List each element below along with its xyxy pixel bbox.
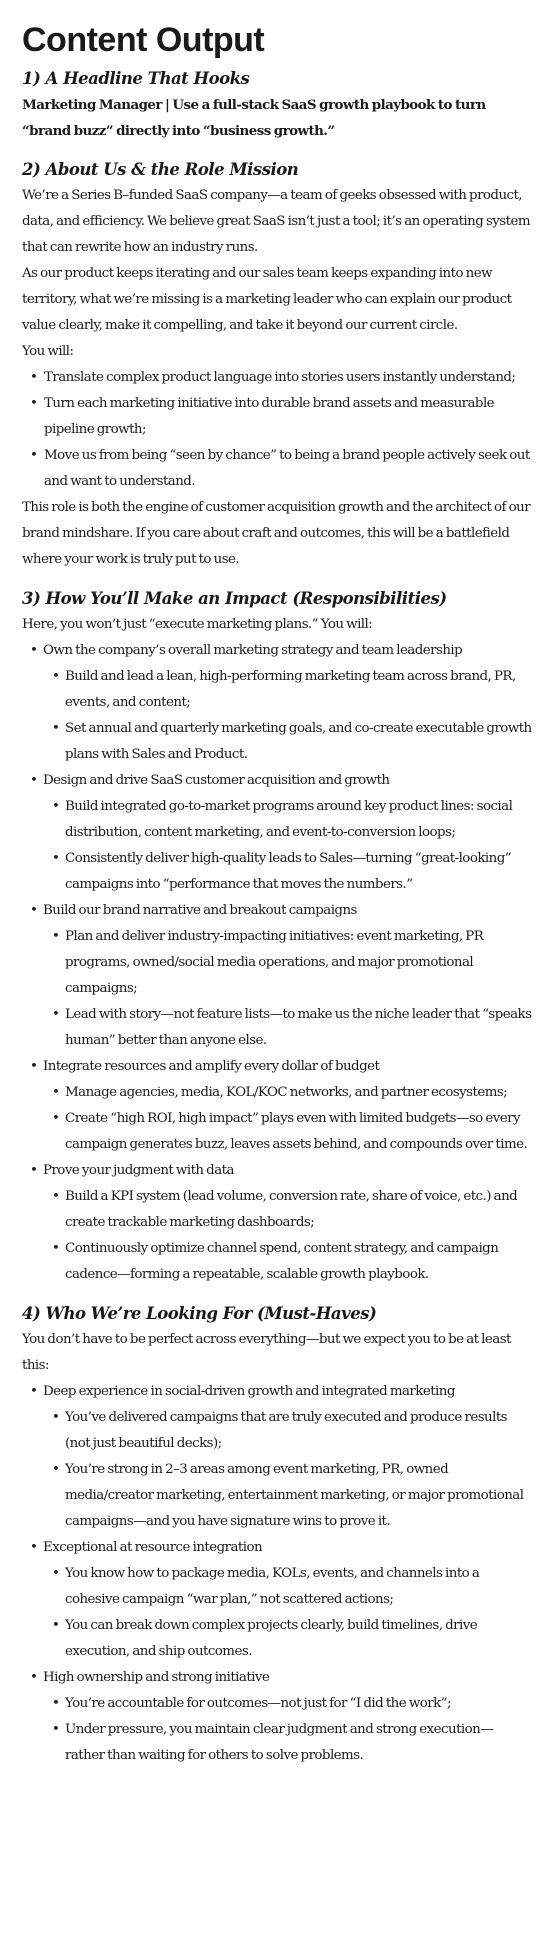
list-item-label: Exceptional at resource integration (43, 1540, 263, 1555)
sub-list-item: • You’re accountable for outcomes—not just for “I did the work”; (43, 1691, 532, 1717)
paragraph: This role is both the engine of customer acquisition growth and the architect of our brand mindshare. If you care about craft and outcomes, this will be a battlefield where your work is truly put to use. (22, 500, 531, 567)
list-item: • Turn each marketing initiative into durable brand assets and measurable pipeline growth; (22, 391, 532, 443)
paragraph: Here, you won’t just “execute marketing plans.” You will: (22, 617, 373, 632)
sub-bullet-list (43, 1691, 532, 1769)
sub-list-item: • Plan and deliver industry-impacting initiatives: event marketing, PR programs, owned/social media operations, and major promotional campaigns; (43, 924, 532, 1002)
list-item-label: Build our brand narrative and breakout campaigns (43, 903, 357, 918)
sub-list-item: • Manage agencies, media, KOL/KOC networks, and partner ecosystems; (43, 1080, 532, 1106)
sub-list-item: • Set annual and quarterly marketing goals, and co-create executable growth plans with Sales and Product. (43, 716, 532, 768)
list-item: • Move us from being “seen by chance” to being a brand people actively seek out and want to understand. (22, 443, 532, 495)
list-item-label: Integrate resources and amplify every dollar of budget (43, 1059, 380, 1074)
section-responsibilities (22, 586, 532, 1288)
sub-list-item: • Consistently deliver high-quality leads to Sales—turning “great-looking” campaigns into “performance that moves the numbers.” (43, 846, 532, 898)
section-heading: 2) About Us & the Role Mission (22, 160, 299, 179)
sub-bullet-list (43, 794, 532, 898)
sub-list-item: • You’ve delivered campaigns that are truly executed and produce results (not just beautiful decks); (43, 1405, 532, 1457)
paragraph: As our product keeps iterating and our sales team keeps expanding into new territory, what we’re missing is a marketing leader who can explain our product value clearly, make it compelling, and take it beyond our current circle. (22, 266, 512, 333)
bullet-list (22, 1379, 532, 1769)
list-item-label: Design and drive SaaS customer acquisition and growth (43, 773, 390, 788)
bullet-list (22, 365, 532, 495)
section-heading: 3) How You’ll Make an Impact (Responsibilities) (22, 589, 447, 608)
sub-bullet-list (43, 1561, 532, 1665)
paragraph: You don’t have to be perfect across everything—but we expect you to be at least this: (22, 1332, 511, 1373)
sub-bullet-list (43, 924, 532, 1054)
page-title: Content Output (22, 21, 265, 59)
bullet-list (22, 638, 532, 1288)
section-heading: 4) Who We’re Looking For (Must-Haves) (22, 1304, 377, 1323)
sub-list-item: • Under pressure, you maintain clear judgment and strong execution—rather than waiting for others to solve problems. (43, 1717, 532, 1769)
section-must-haves (22, 1301, 532, 1769)
list-item (22, 1054, 532, 1158)
list-item-label: Deep experience in social-driven growth and integrated marketing (43, 1384, 455, 1399)
list-item (22, 768, 532, 898)
list-item (22, 1379, 532, 1535)
list-item (22, 638, 532, 768)
list-item (22, 1665, 532, 1769)
sub-list-item: • Build integrated go-to-market programs around key product lines: social distribution, content marketing, and event-to-conversion loops; (43, 794, 532, 846)
sub-list-item: • Lead with story—not feature lists—to make us the niche leader that “speaks human” better than anyone else. (43, 1002, 532, 1054)
paragraph: You will: (22, 344, 74, 359)
headline-text: Marketing Manager | Use a full-stack SaaS growth playbook to turn “brand buzz” directly into “business growth.” (22, 97, 486, 139)
list-item-label: Prove your judgment with data (43, 1163, 234, 1178)
sub-bullet-list (43, 664, 532, 768)
sub-list-item: • You’re strong in 2–3 areas among event marketing, PR, owned media/creator marketing, entertainment marketing, or major promotional campaigns—and you have signature wins to prove it. (43, 1457, 532, 1535)
sub-list-item: • You can break down complex projects clearly, build timelines, drive execution, and ship outcomes. (43, 1613, 532, 1665)
list-item (22, 1535, 532, 1665)
sub-list-item: • Create “high ROI, high impact” plays even with limited budgets—so every campaign generates buzz, leaves assets behind, and compounds over time. (43, 1106, 532, 1158)
list-item (22, 1158, 532, 1288)
sub-bullet-list (43, 1080, 532, 1158)
sub-bullet-list (43, 1184, 532, 1288)
paragraph: We’re a Series B–funded SaaS company—a team of geeks obsessed with product, data, and efficiency. We believe great SaaS isn’t just a tool; it’s an operating system that can rewrite how an industry runs. (22, 188, 530, 255)
sub-list-item: • You know how to package media, KOLs, events, and channels into a cohesive campaign “war plan,” not scattered actions; (43, 1561, 532, 1613)
list-item (22, 898, 532, 1054)
list-item-label: Own the company’s overall marketing strategy and team leadership (43, 643, 463, 658)
sub-bullet-list (43, 1405, 532, 1535)
section-about (22, 157, 532, 573)
sub-list-item: • Build a KPI system (lead volume, conversion rate, share of voice, etc.) and create trackable marketing dashboards; (43, 1184, 532, 1236)
list-item-label: High ownership and strong initiative (43, 1670, 270, 1685)
list-item: • Translate complex product language into stories users instantly understand; (22, 365, 532, 391)
section-headline (22, 66, 532, 144)
sub-list-item: • Build and lead a lean, high-performing marketing team across brand, PR, events, and content; (43, 664, 532, 716)
sub-list-item: • Continuously optimize channel spend, content strategy, and campaign cadence—forming a repeatable, scalable growth playbook. (43, 1236, 532, 1288)
section-heading: 1) A Headline That Hooks (22, 69, 250, 88)
